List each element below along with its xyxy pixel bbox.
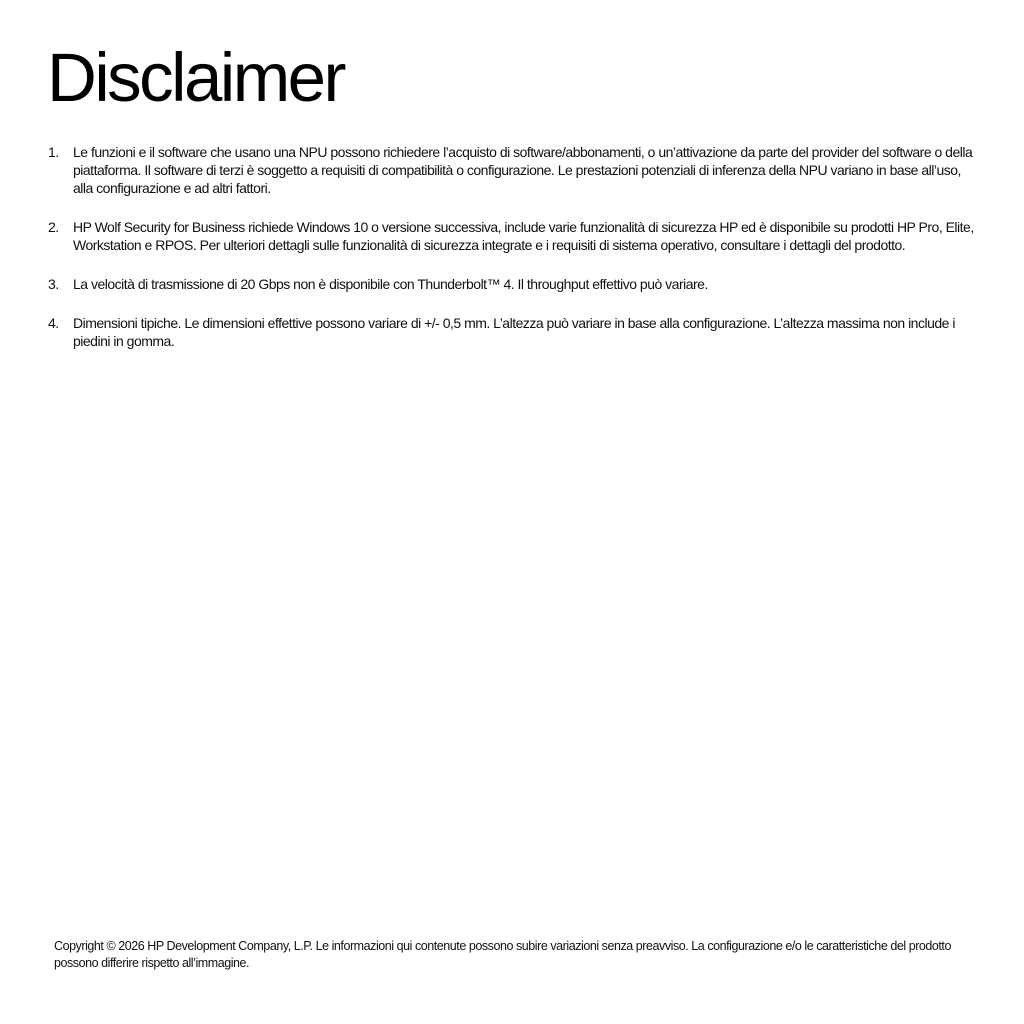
disclaimer-number: 4. xyxy=(48,315,59,331)
copyright-footer: Copyright © 2026 HP Development Company, L.P. Le informazioni qui contenute possono subire variazioni senza preavviso. La configurazione e/o le caratteristiche del prodotto possono differire rispetto all’immagine. xyxy=(54,939,951,970)
disclaimer-number: 2. xyxy=(48,219,59,235)
disclaimer-text: Le funzioni e il software che usano una NPU possono richiedere l’acquisto di software/abbonamenti, o un’attivazione da parte del provider del software o della piattaforma. Il software di terzi è soggetto a requisiti di compatibilità o configurazione. Le prestazioni potenziali di inferenza della NPU variano in base all’uso, alla configurazione e ad altri fattori. xyxy=(73,144,973,196)
disclaimer-number: 3. xyxy=(48,276,59,292)
disclaimer-item-3 xyxy=(48,275,978,293)
disclaimer-item-4 xyxy=(48,314,978,350)
disclaimer-number: 1. xyxy=(48,144,59,160)
disclaimer-item-2 xyxy=(48,218,978,254)
page-title: Disclaimer xyxy=(47,39,345,116)
disclaimer-item-1 xyxy=(48,143,978,197)
disclaimer-text: La velocità di trasmissione di 20 Gbps non è disponibile con Thunderbolt™ 4. Il throughput effettivo può variare. xyxy=(73,276,708,292)
disclaimer-text: Dimensioni tipiche. Le dimensioni effettive possono variare di +/- 0,5 mm. L’altezza può variare in base alla configurazione. L’altezza massima non include i piedini in gomma. xyxy=(73,315,955,349)
disclaimer-list xyxy=(48,143,978,371)
disclaimer-text: HP Wolf Security for Business richiede Windows 10 o versione successiva, include varie funzionalità di sicurezza HP ed è disponibile su prodotti HP Pro, Elite, Workstation e RPOS. Per ulteriori dettagli sulle funzionalità di sicurezza integrate e i requisiti di sistema operativo, consultare i dettagli del prodotto. xyxy=(73,219,974,253)
